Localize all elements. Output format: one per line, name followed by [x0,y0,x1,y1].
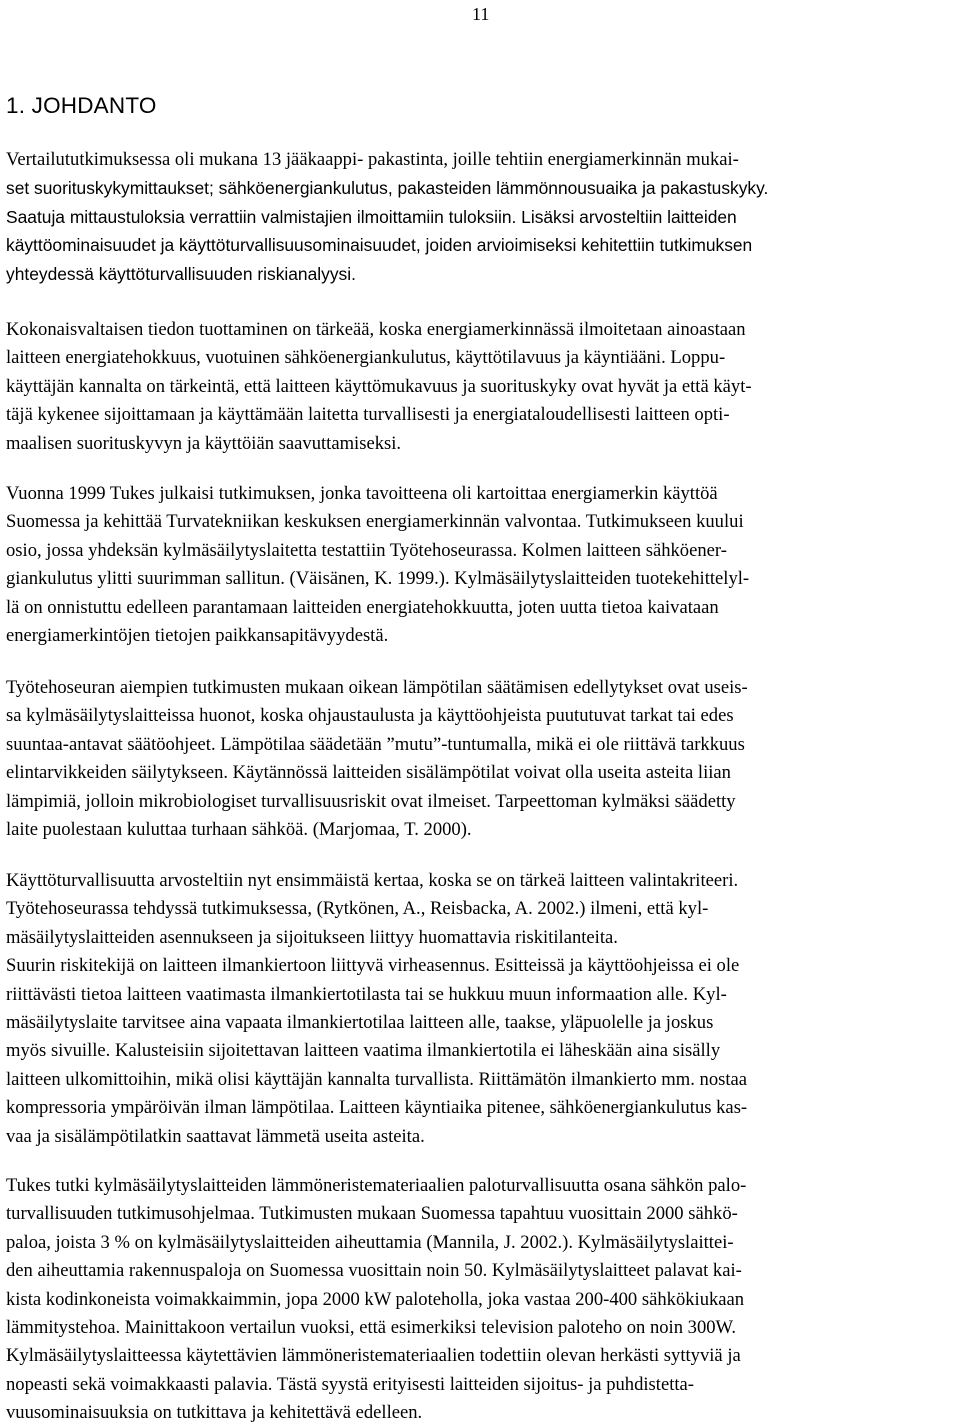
paragraph-2 [6,316,956,458]
text-line: laite puolestaan kuluttaa turhaan sähköä. (Marjomaa, T. 2000). [6,818,472,840]
paragraph-5 [6,867,956,1151]
text-line: energiamerkintöjen tietojen paikkansapitävyydestä. [6,624,389,646]
text-line: mäsäilytyslaitteiden asennukseen ja sijoitukseen liittyy huomattavia riskitilanteita. [6,926,618,948]
text-line: maalisen suorituskyvyn ja käyttöiän saavuttamiseksi. [6,432,402,454]
text-line: lä on onnistuttu edelleen parantamaan laitteiden energiatehokkuutta, joten uutta tietoa kaivataan [6,596,719,618]
paragraph-4 [6,674,956,844]
text-line: Suurin riskitekijä on laitteen ilmankiertoon liittyvä virheasennus. Esitteissä ja käyttöohjeissa ei ole [6,955,740,977]
paragraph-6 [6,1172,956,1428]
text-line: turvallisuuden tutkimusohjelmaa. Tutkimusten mukaan Suomessa tapahtuu vuosittain 2000 sähkö- [6,1203,738,1225]
text-line: riittävästi tietoa laitteen vaatimasta ilmankiertotilasta tai se hukkuu muun informaation alle. Kyl- [6,983,727,1005]
text-line: käyttäjän kannalta on tärkeintä, että laitteen käyttömukavuus ja suorituskyky ovat hyvät ja että käyt- [6,375,752,397]
text-line: Työtehoseuran aiempien tutkimusten mukaan oikean lämpötilan säätämisen edellytykset ovat useis- [6,677,748,698]
text-line: mäsäilytyslaite tarvitsee aina vapaata ilmankiertotilaa laitteen alle, taakse, yläpuolelle ja joskus [6,1011,714,1033]
text-line: yhteydessä käyttöturvallisuuden riskianalyysi. [6,263,356,284]
page-number: 11 [472,4,490,24]
text-line: sa kylmäsäilytyslaitteissa huonot, koska ohjaustaulusta ja käyttöohjeista puututuvat tarkat tai edes [6,705,734,727]
text-line: käyttöominaisuudet ja käyttöturvallisuusominaisuudet, joiden arvioimiseksi kehitettiin tutkimuksen [6,235,753,256]
text-line: Työtehoseurassa tehdyssä tutkimuksessa, (Rytkönen, A., Reisbacka, A. 2002.) ilmeni, että kyl- [6,898,709,920]
text-line: laitteen energiatehokkuus, vuotuinen sähköenergiankulutus, käyttötilavuus ja käyntiääni. Loppu- [6,347,726,369]
text-line: Suomessa ja kehittää Turvatekniikan keskuksen energiamerkinnän valvontaa. Tutkimukseen kuului [6,511,744,533]
paragraph-3 [6,480,956,650]
text-line: vaa ja sisälämpötilatkin saattavat lämmetä useita asteita. [6,1125,425,1147]
text-line: Vuonna 1999 Tukes julkaisi tutkimuksen, jonka tavoitteena oli kartoittaa energiamerkin käyttöä [6,483,718,504]
text-line: giankulutus ylitti suurimman sallitun. (Väisänen, K. 1999.). Kylmäsäilytyslaitteiden tuotekehittelyl- [6,568,750,590]
text-line: Kylmäsäilytyslaitteessa käytettävien lämmöneristemateriaalien todettiin olevan herkästi syttyviä ja [6,1345,741,1367]
text-line: nopeasti sekä voimakkaasti palavia. Tästä syystä erityisesti laitteiden sijoitus- ja puhdistetta- [6,1373,694,1395]
text-line: kista kodinkoneista voimakkaimmin, jopa 2000 kW paloteholla, joka vastaa 200-400 sähkökiukaan [6,1288,745,1310]
text-line: Kokonaisvaltaisen tiedon tuottaminen on tärkeää, koska energiamerkinnässä ilmoitetaan ainoastaan [6,319,746,340]
text-line: myös sivuille. Kalusteisiin sijoitettavan laitteen vaatima ilmankiertotila ei läheskään aina sisälly [6,1040,721,1062]
text-line: kompressoria ympäröivän ilman lämpötilaa. Laitteen käyntiaika pitenee, sähköenergiankulutus kas- [6,1097,748,1119]
text-line: osio, jossa yhdeksän kylmäsäilytyslaitetta testattiin Työtehoseurassa. Kolmen laitteen sähköener- [6,539,727,561]
text-line: den aiheuttamia rakennuspaloja on Suomessa vuosittain noin 50. Kylmäsäilytyslaitteet palavat kai- [6,1260,742,1282]
text-line: suuntaa-antavat säätöohjeet. Lämpötilaa säädetään ”mutu”-tuntumalla, mikä ei ole riittävä tarkkuus [6,733,745,755]
text-line: lämmitystehoa. Mainittakoon vertailun vuoksi, että esimerkiksi television paloteho on noin 300W. [6,1316,737,1338]
text-line: set suorituskykymittaukset; sähköenergiankulutus, pakasteiden lämmönnousuaika ja pakastuskyky. [6,178,769,199]
text-line: paloa, joista 3 % on kylmäsäilytyslaitteiden aiheuttamia (Mannila, J. 2002.). Kylmäsäilytyslaittei- [6,1231,734,1253]
text-line: elintarvikkeiden säilytykseen. Käytännössä laitteiden sisälämpötilat voivat olla useita asteita liian [6,762,731,784]
text-line: Käyttöturvallisuutta arvosteltiin nyt ensimmäistä kertaa, koska se on tärkeä laitteen valintakriteeri. [6,870,739,891]
paragraph-1 [6,146,956,288]
text-line: täjä kykenee sijoittamaan ja käyttämään laitetta turvallisesti ja energiataloudellisesti laitteen opti- [6,404,730,426]
text-line: vuusominaisuuksia on tutkittava ja kehitettävä edelleen. [6,1402,423,1424]
text-line: lämpimiä, jolloin mikrobiologiset turvallisuusriskit ovat ilmeiset. Tarpeettoman kylmäksi säädetty [6,790,736,812]
text-line: Tukes tutki kylmäsäilytyslaitteiden lämmöneristemateriaalien paloturvallisuutta osana sähkön palo- [6,1175,747,1196]
text-line: laitteen ulkomittoihin, mikä olisi käyttäjän kannalta turvallista. Riittämätön ilmankierto mm. nostaa [6,1068,748,1090]
section-heading: 1. JOHDANTO [6,93,157,118]
text-line: Saatuja mittaustuloksia verrattiin valmistajien ilmoittamiin tuloksiin. Lisäksi arvosteltiin laitteiden [6,206,737,227]
text-line: Vertailututkimuksessa oli mukana 13 jääkaappi- pakastinta, joille tehtiin energiamerkinnän mukai- [6,149,739,170]
